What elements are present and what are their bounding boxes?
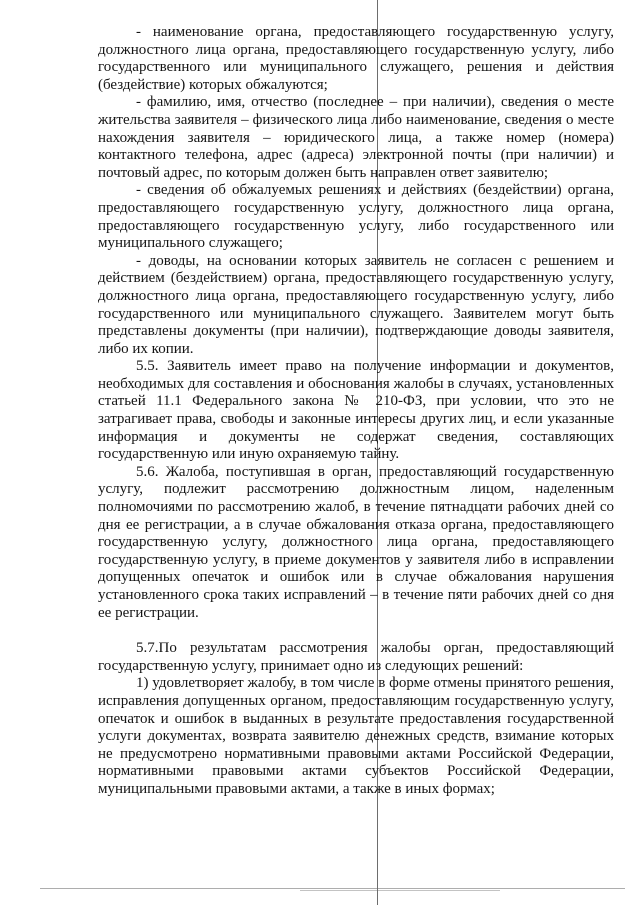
list-item-decision-1: 1) удовлетворяет жалобу, в том числе в форме отмены принятого решения, исправления допущенных органом, предоставляющим государственную услугу, опечаток и ошибок в выданных в результате предоставления государственной услуги документах, возврата заявителю денежных средств, взимание которых не предусмотрено нормативными правовыми актами Российской Федерации, нормативными правовыми актами субъектов Российской Федерации, муниципальными правовыми актами, а также в иных формах;	[98, 675, 614, 797]
list-item-appealed-decisions: - сведения об обжалуемых решениях и действиях (бездействии) органа, предоставляющего государственную услугу, должностного лица органа, предоставляющего государственную услугу, либо государственного или муниципального служащего;	[98, 182, 614, 252]
document-body	[98, 24, 614, 799]
paragraph-5-6: 5.6. Жалоба, поступившая в орган, предоставляющий государственную услугу, подлежит рассмотрению должностным лицом, наделенным полномочиями по рассмотрению жалоб, в течение пятнадцати рабочих дней со дня ее регистрации, а в случае обжалования отказа органа, предоставляющего государственную услугу, должностного лица органа, предоставляющего государственную услугу, в приеме документов у заявителя либо в исправлении допущенных опечаток и ошибок или в случае обжалования нарушения установленного срока таких исправлений – в течение пяти рабочих дней со дня ее регистрации.	[98, 463, 614, 621]
list-item-arguments: - доводы, на основании которых заявитель не согласен с решением и действием (бездействием) органа, предоставляющего государственную услугу, должностного лица органа, предоставляющего государственную услугу, либо государственного или муниципального служащего. Заявителем могут быть представлены документы (при наличии), подтверждающие доводы заявителя, либо их копии.	[98, 252, 614, 357]
paragraph-5-5: 5.5. Заявитель имеет право на получение информации и документов, необходимых для составления и обоснования жалобы в случаях, установленных статьей 11.1 Федерального закона № 210-ФЗ, при условии, что это не затрагивает права, свободы и законные интересы других лиц, и если указанные информация и документы не содержат сведения, составляющих государственную или иную охраняемую тайну.	[98, 358, 614, 463]
list-item-applicant-details: - фамилию, имя, отчество (последнее – при наличии), сведения о месте жительства заявителя – физического лица либо наименование, сведения о месте нахождения заявителя – юридического лица, а также номер (номера) контактного телефона, адрес (адреса) электронной почты (при наличии) и почтовый адрес, по которым должен быть направлен ответ заявителю;	[98, 94, 614, 181]
scan-bottom-edge-mark	[300, 890, 500, 891]
scan-bottom-edge	[40, 888, 625, 889]
list-item-authority-name: - наименование органа, предоставляющего государственную услугу, должностного лица органа, предоставляющего государственную услугу, либо государственного или муниципального служащего, решения и действия (бездействие) которых обжалуются;	[98, 24, 614, 93]
paragraph-5-7: 5.7.По результатам рассмотрения жалобы орган, предоставляющий государственную услугу, принимает одно из следующих решений:	[98, 640, 614, 674]
